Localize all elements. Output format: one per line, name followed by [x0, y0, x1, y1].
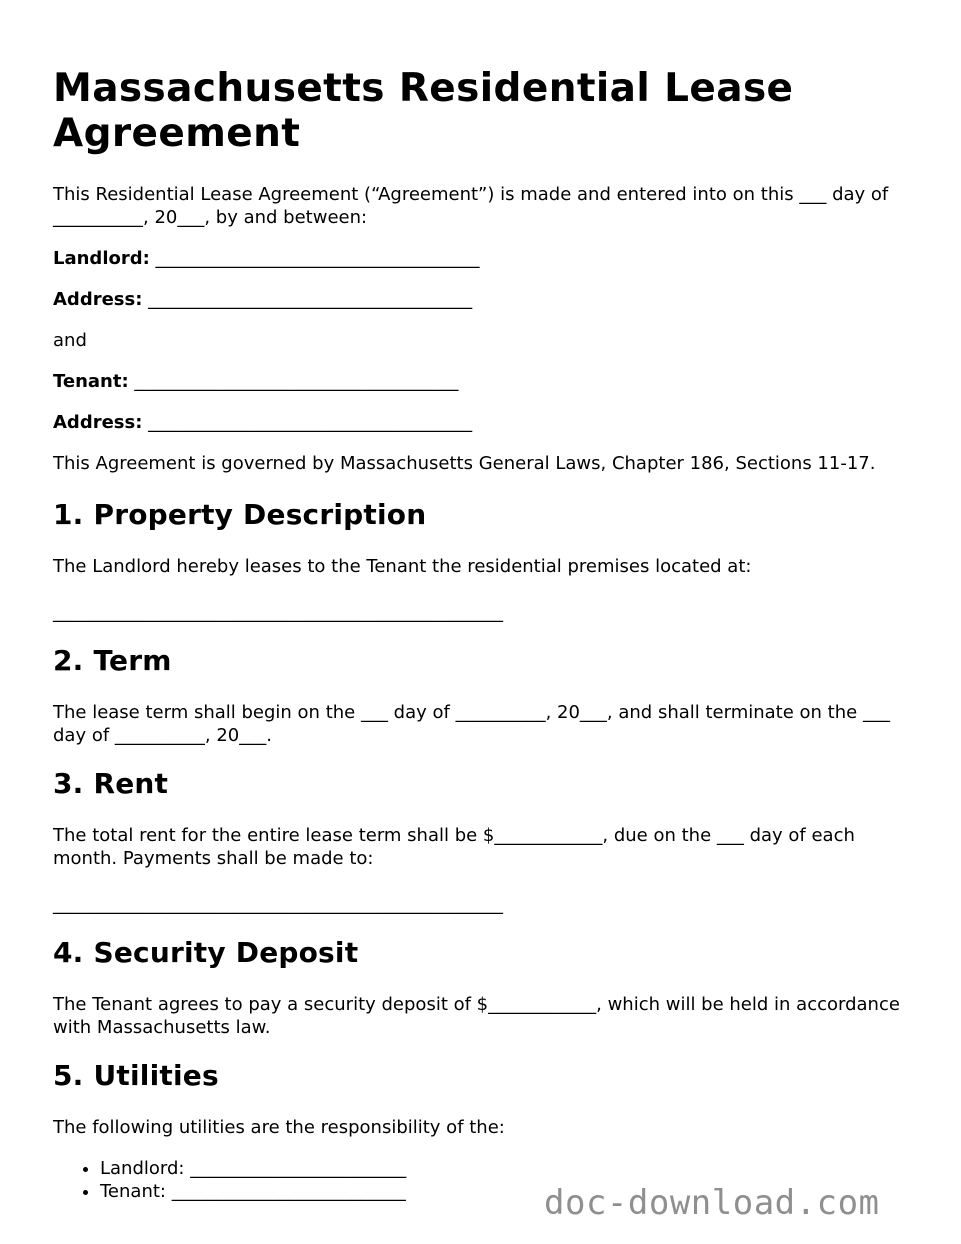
- landlord-blank: ____________________________________: [149, 248, 480, 269]
- deposit-text: The Tenant agrees to pay a security deposit of $____________, which will be held in accordance with Massachusetts law.: [53, 994, 900, 1038]
- tenant-address-field: [53, 411, 913, 434]
- rent-payee-blank: __________________________________________________: [53, 894, 503, 915]
- property-heading: 1. Property Description: [53, 498, 427, 531]
- landlord-field: [53, 247, 913, 270]
- list-item: • Tenant: __________________________: [100, 1180, 913, 1203]
- landlord-address-label: Address:: [53, 289, 143, 310]
- utilities-text: The following utilities are the responsibility of the:: [53, 1117, 505, 1138]
- tenant-blank: ____________________________________: [128, 371, 459, 392]
- tenant-field: [53, 370, 913, 393]
- landlord-label: Landlord:: [53, 248, 150, 269]
- governing-law: This Agreement is governed by Massachusetts General Laws, Chapter 186, Sections 11-17.: [53, 453, 876, 474]
- watermark: doc-download.com: [544, 1183, 880, 1223]
- document-title: Massachusetts Residential Lease Agreement: [53, 66, 794, 156]
- tenant-label: Tenant:: [53, 371, 129, 392]
- and-text: and: [53, 330, 87, 351]
- term-text: The lease term shall begin on the ___ day of __________, 20___, and shall terminate on the ___ day of __________, 20___.: [53, 702, 890, 746]
- landlord-address-blank: ____________________________________: [142, 289, 473, 310]
- intro-paragraph: This Residential Lease Agreement (“Agreement”) is made and entered into on this ___ day of __________, 20___, by and between:: [53, 184, 889, 228]
- term-heading: 2. Term: [53, 644, 172, 677]
- list-item: • Landlord: ________________________: [100, 1157, 913, 1180]
- property-text: The Landlord hereby leases to the Tenant the residential premises located at:: [53, 556, 752, 577]
- property-address-blank: __________________________________________________: [53, 602, 503, 623]
- tenant-address-blank: ____________________________________: [142, 412, 473, 433]
- landlord-address-field: [53, 288, 913, 311]
- rent-text: The total rent for the entire lease term shall be $____________, due on the ___ day of each month. Payments shall be made to:: [53, 825, 855, 869]
- lease-document: [53, 66, 913, 1203]
- rent-heading: 3. Rent: [53, 767, 169, 800]
- utilities-heading: 5. Utilities: [53, 1059, 219, 1092]
- deposit-heading: 4. Security Deposit: [53, 936, 359, 969]
- tenant-address-label: Address:: [53, 412, 143, 433]
